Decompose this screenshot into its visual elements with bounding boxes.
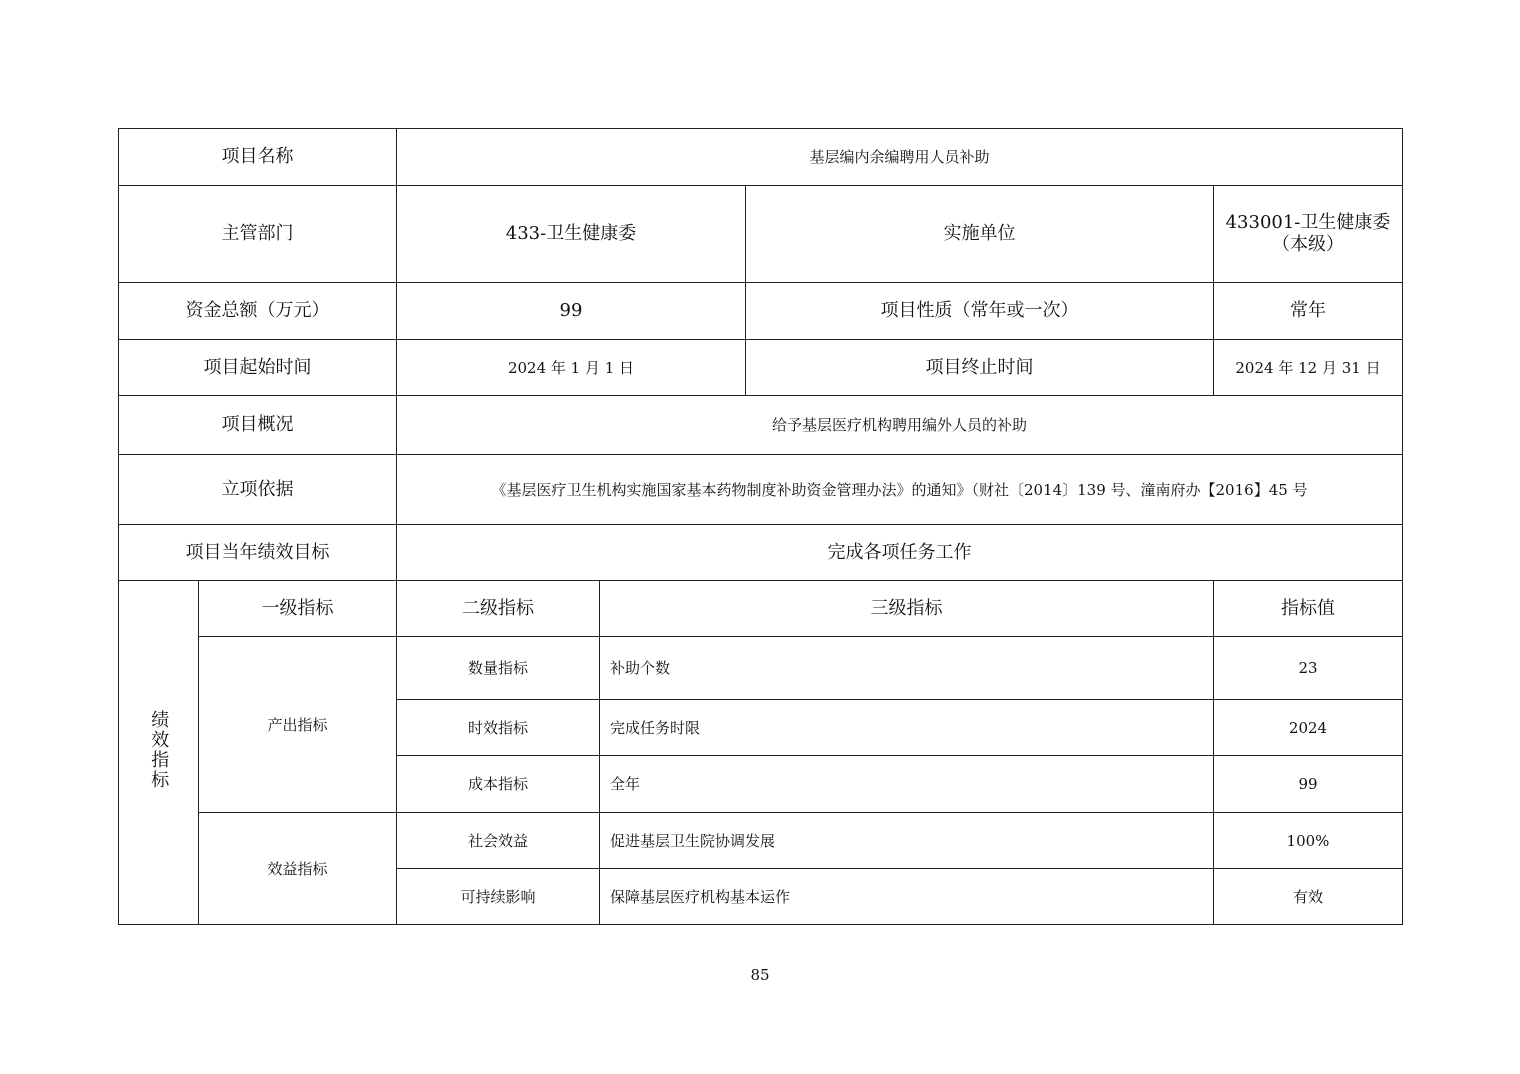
project-name-value: 基层编内余编聘用人员补助 bbox=[397, 129, 1403, 186]
project-performance-table bbox=[118, 128, 1403, 925]
header-level1: 一级指标 bbox=[199, 581, 397, 637]
funds-label: 资金总额（万元） bbox=[119, 283, 397, 340]
header-value: 指标值 bbox=[1214, 581, 1403, 637]
overview-label: 项目概况 bbox=[119, 396, 397, 455]
row-overview bbox=[119, 396, 1403, 455]
indicators-section-text: 绩效指标 bbox=[148, 709, 170, 790]
nature-value: 常年 bbox=[1214, 283, 1403, 340]
row-level2: 数量指标 bbox=[397, 637, 600, 700]
row-level2: 社会效益 bbox=[397, 813, 600, 869]
row-goal bbox=[119, 525, 1403, 581]
row-dates bbox=[119, 340, 1403, 396]
table-row bbox=[119, 637, 1403, 700]
row-basis bbox=[119, 455, 1403, 525]
page-number: 85 bbox=[750, 966, 770, 984]
goal-label: 项目当年绩效目标 bbox=[119, 525, 397, 581]
row-funds bbox=[119, 283, 1403, 340]
end-date-label: 项目终止时间 bbox=[746, 340, 1214, 396]
row-value: 99 bbox=[1214, 756, 1403, 813]
row-value: 2024 bbox=[1214, 700, 1403, 756]
output-indicator-group: 产出指标 bbox=[199, 637, 397, 813]
start-date-value: 2024 年 1 月 1 日 bbox=[397, 340, 746, 396]
table-row bbox=[119, 813, 1403, 869]
row-indicator-headers bbox=[119, 581, 1403, 637]
start-date-label: 项目起始时间 bbox=[119, 340, 397, 396]
row-department bbox=[119, 186, 1403, 283]
row-level2: 可持续影响 bbox=[397, 869, 600, 925]
indicators-section-label bbox=[119, 581, 199, 925]
department-value: 433-卫生健康委 bbox=[397, 186, 746, 283]
row-project-name bbox=[119, 129, 1403, 186]
row-level3: 补助个数 bbox=[600, 637, 1214, 700]
row-value: 有效 bbox=[1214, 869, 1403, 925]
project-name-label: 项目名称 bbox=[119, 129, 397, 186]
header-level2: 二级指标 bbox=[397, 581, 600, 637]
header-level3: 三级指标 bbox=[600, 581, 1214, 637]
department-label: 主管部门 bbox=[119, 186, 397, 283]
row-level3: 促进基层卫生院协调发展 bbox=[600, 813, 1214, 869]
overview-value: 给予基层医疗机构聘用编外人员的补助 bbox=[397, 396, 1403, 455]
benefit-indicator-group: 效益指标 bbox=[199, 813, 397, 925]
funds-value: 99 bbox=[397, 283, 746, 340]
row-value: 23 bbox=[1214, 637, 1403, 700]
basis-label: 立项依据 bbox=[119, 455, 397, 525]
basis-value: 《基层医疗卫生机构实施国家基本药物制度补助资金管理办法》的通知》（财社〔2014〕139 号、潼南府办【2016】45 号 bbox=[397, 455, 1403, 525]
row-level3: 全年 bbox=[600, 756, 1214, 813]
row-value: 100% bbox=[1214, 813, 1403, 869]
row-level3: 保障基层医疗机构基本运作 bbox=[600, 869, 1214, 925]
implementing-unit-value: 433001-卫生健康委（本级） bbox=[1214, 186, 1403, 283]
implementing-unit-label: 实施单位 bbox=[746, 186, 1214, 283]
end-date-value: 2024 年 12 月 31 日 bbox=[1214, 340, 1403, 396]
row-level3: 完成任务时限 bbox=[600, 700, 1214, 756]
goal-value: 完成各项任务工作 bbox=[397, 525, 1403, 581]
row-level2: 时效指标 bbox=[397, 700, 600, 756]
row-level2: 成本指标 bbox=[397, 756, 600, 813]
nature-label: 项目性质（常年或一次） bbox=[746, 283, 1214, 340]
